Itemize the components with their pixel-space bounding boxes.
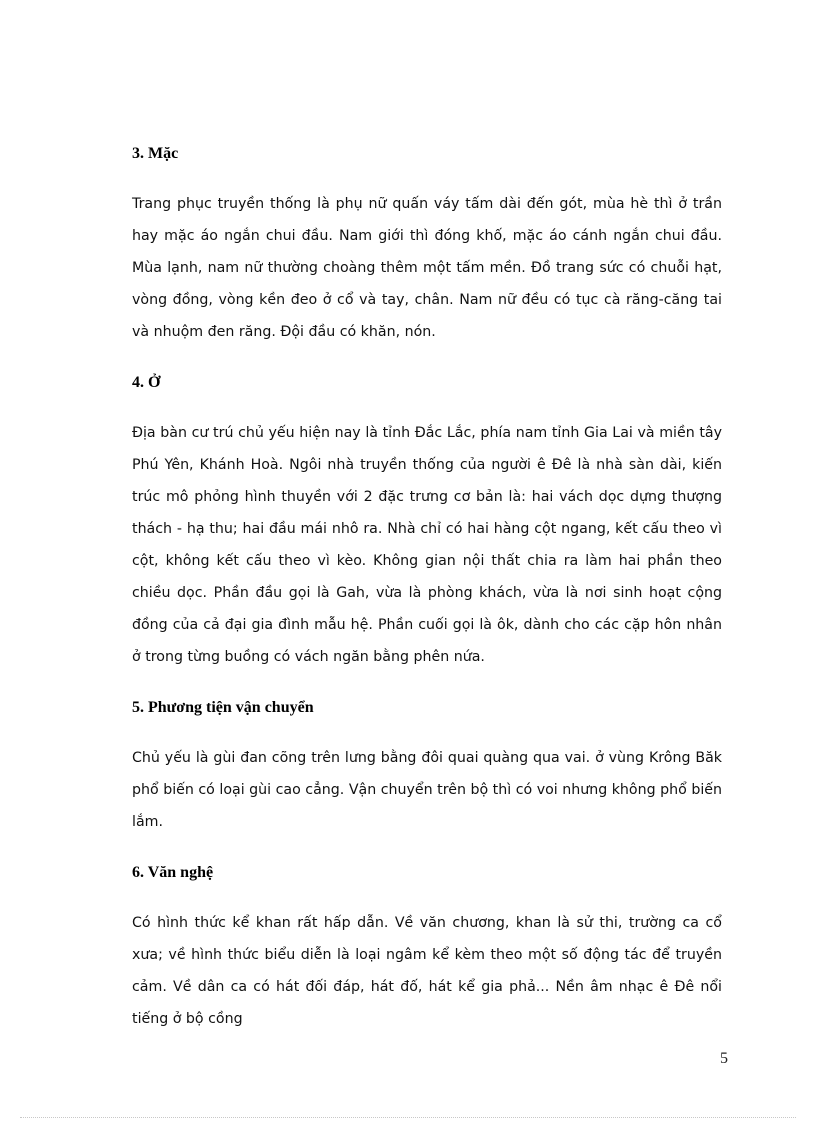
section-paragraph-van-nghe: Có hình thức kể khan rất hấp dẫn. Về văn chương, khan là sử thi, trường ca cổ xưa; về hình thức biểu diễn là loại ngâm kể kèm theo một số động tác để truyền cảm. Về dân ca có hát đối đáp, hát đố, hát kể gia phả... Nền âm nhạc ê Đê nổi tiếng ở bộ cồng xyxy=(132,915,722,1027)
section-paragraph-mac: Trang phục truyền thống là phụ nữ quấn váy tấm dài đến gót, mùa hè thì ở trần hay mặc áo ngắn chui đầu. Nam giới thì đóng khố, mặc áo cánh ngắn chui đầu. Mùa lạnh, nam nữ thường choàng thêm một tấm mền. Đồ trang sức có chuỗi hạt, vòng đồng, vòng kền đeo ở cổ và tay, chân. Nam nữ đều có tục cà răng-căng tai và nhuộm đen răng. Đội đầu có khăn, nón. xyxy=(132,196,722,340)
page-bottom-divider xyxy=(20,1117,796,1118)
section-heading-van-nghe: 6. Văn nghệ xyxy=(132,864,214,881)
page-number: 5 xyxy=(720,1050,728,1067)
page-body xyxy=(132,138,722,1035)
section-paragraph-o: Địa bàn cư trú chủ yếu hiện nay là tỉnh Đắc Lắc, phía nam tỉnh Gia Lai và miền tây Phú Yên, Khánh Hoà. Ngôi nhà truyền thống của người ê Đê là nhà sàn dài, kiến trúc mô phỏng hình thuyền với 2 đặc trưng cơ bản là: hai vách dọc dựng thượng thách - hạ thu; hai đầu mái nhô ra. Nhà chỉ có hai hàng cột ngang, kết cấu theo vì cột, không kết cấu theo vì kèo. Không gian nội thất chia ra làm hai phần theo chiều dọc. Phần đầu gọi là Gah, vừa là phòng khách, vừa là nơi sinh hoạt cộng đồng của cả đại gia đình mẫu hệ. Phần cuối gọi là ôk, dành cho các cặp hôn nhân ở trong từng buồng có vách ngăn bằng phên nứa. xyxy=(132,425,722,665)
section-heading-transport: 5. Phương tiện vận chuyển xyxy=(132,699,314,716)
section-paragraph-transport: Chủ yếu là gùi đan cõng trên lưng bằng đôi quai quàng qua vai. ở vùng Krông Băk phổ biến có loại gùi cao cẳng. Vận chuyển trên bộ thì có voi nhưng không phổ biến lắm. xyxy=(132,750,722,830)
section-heading-mac: 3. Mặc xyxy=(132,145,179,162)
section-heading-o: 4. Ở xyxy=(132,374,161,391)
